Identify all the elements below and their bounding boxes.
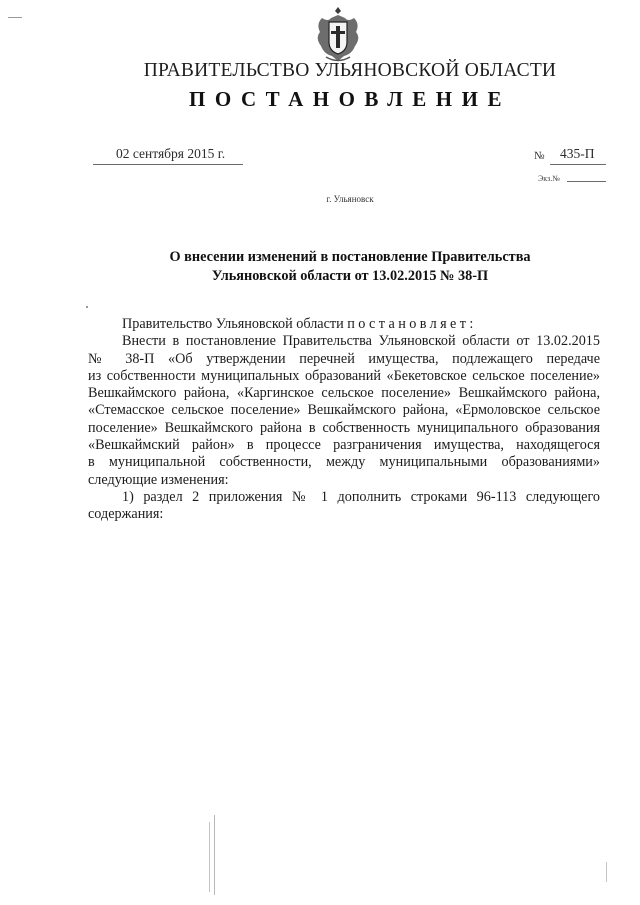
body-line: 1) раздел 2 приложения № 1 дополнить строками 96-113 следующего — [122, 488, 600, 505]
coat-of-arms-emblem — [312, 4, 364, 64]
title-line: О внесении изменений в постановление Правительства — [169, 249, 531, 265]
body-line: № 38-П «Об утверждении перечней имущества, подлежащего передаче — [88, 350, 600, 367]
copy-number-underline — [567, 181, 606, 182]
body-line: «Стемасское сельское поселение» Вешкаймского района, «Ермоловское сельское — [88, 402, 600, 419]
scan-mark — [606, 862, 607, 882]
scan-mark — [8, 17, 22, 18]
title-line: Ульяновской области от 13.02.2015 № 38-П — [211, 268, 489, 284]
copy-number-label: Экз.№ — [538, 174, 560, 183]
body-line: Внести в постановление Правительства Ульяновской области от 13.02.2015 — [122, 333, 600, 350]
body-line: поселение» Вешкаймского района в собственность муниципального образования — [88, 419, 600, 436]
body-line: в муниципальной собственности, между муниципальными образованиями» — [88, 454, 600, 471]
body-line: из собственности муниципальных образований «Бекетовское сельское поселение» — [88, 367, 600, 384]
scan-mark — [214, 815, 215, 895]
number-underline — [550, 164, 606, 165]
paragraph-preamble — [88, 316, 600, 333]
document-date: 02 сентября 2015 г. — [116, 146, 226, 161]
preamble-subject: Правительство Ульяновской области — [122, 316, 344, 332]
city: г. Ульяновск — [326, 194, 374, 204]
document-type: ПОСТАНОВЛЕНИЕ — [189, 87, 511, 111]
scan-mark — [86, 306, 88, 308]
document-body — [88, 316, 600, 524]
number-label: № — [534, 150, 545, 162]
government-name: ПРАВИТЕЛЬСТВО УЛЬЯНОВСКОЙ ОБЛАСТИ — [143, 60, 557, 81]
body-line: содержания: — [88, 506, 164, 523]
scan-mark — [209, 822, 210, 892]
date-underline — [93, 164, 243, 165]
document-number: 435-П — [560, 146, 595, 161]
preamble-verb: постановляет: — [347, 316, 477, 332]
document-title — [130, 248, 570, 286]
body-line: следующие изменения: — [88, 471, 229, 488]
body-line: Вешкаймского района, «Каргинское сельское поселение» Вешкаймского района, — [88, 385, 600, 402]
body-line: «Вешкаймский район» в процессе разграничения имущества, находящегося — [88, 437, 600, 454]
